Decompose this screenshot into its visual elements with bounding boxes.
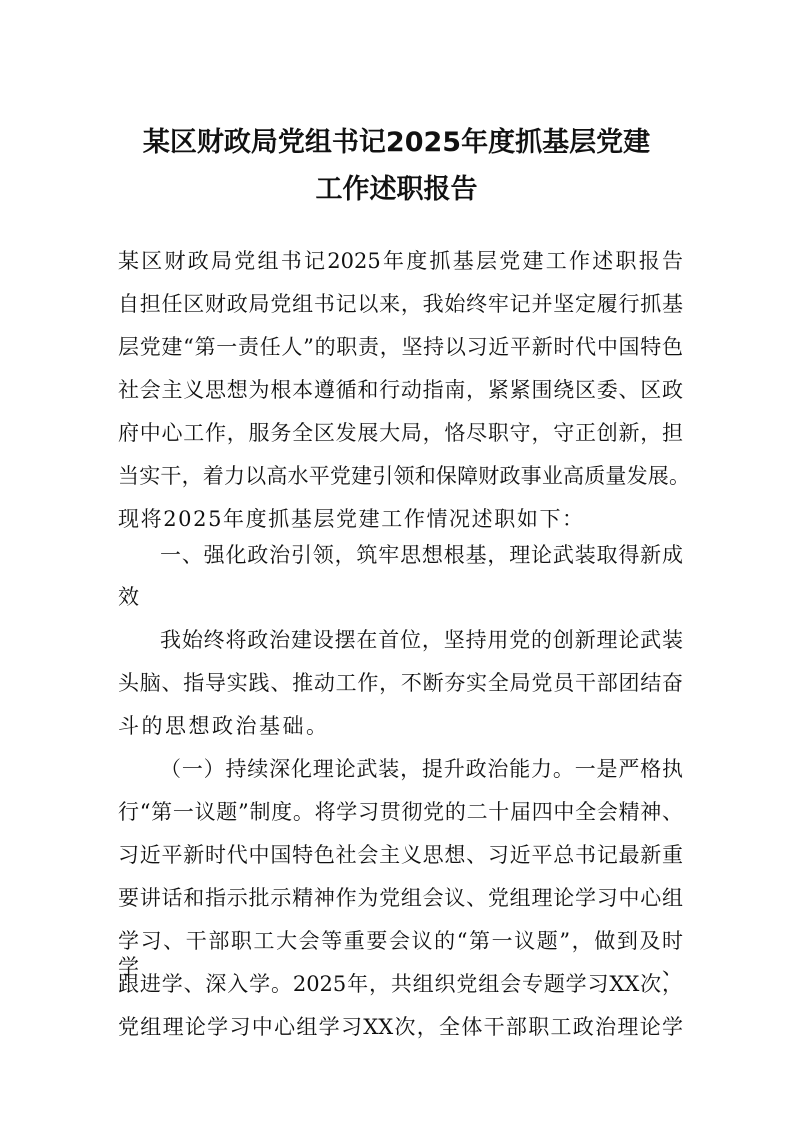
body-line: 要讲话和指示批示精神作为党组会议、党组理论学习中心组 xyxy=(118,886,683,910)
body-line: 行“第一议题”制度。将学习贯彻党的二十届四中全会精神、 xyxy=(118,800,683,824)
document-title-line-2: 工作述职报告 xyxy=(315,174,478,205)
intro-line: 现将2025年度抓基层党建工作情况述职如下： xyxy=(118,507,585,531)
document-title-line-1: 某区财政局党组书记2025年度抓基层党建 xyxy=(142,127,651,158)
intro-line: 府中心工作，服务全区发展大局，恪尽职守，守正创新，担 xyxy=(118,421,683,445)
section-heading-line: 一、强化政治引领，筑牢思想根基，理论武装取得新成 xyxy=(160,543,683,567)
body-line: 跟进学、深入学。2025年，共组织党组会专题学习XX次， xyxy=(118,972,683,996)
body-line: 头脑、指导实践、推动工作，不断夯实全局党员干部团结奋 xyxy=(118,671,683,695)
intro-line: 社会主义思想为根本遵循和行动指南，紧紧围绕区委、区政 xyxy=(118,378,683,402)
body-line: 习近平新时代中国特色社会主义思想、习近平总书记最新重 xyxy=(118,843,683,867)
body-line: 我始终将政治建设摆在首位，坚持用党的创新理论武装 xyxy=(160,628,683,652)
intro-line: 当实干，着力以高水平党建引领和保障财政事业高质量发展。 xyxy=(118,464,690,488)
body-line: （一）持续深化理论武装，提升政治能力。一是严格执 xyxy=(160,757,683,781)
section-heading-line: 效 xyxy=(118,585,139,609)
body-line: 党组理论学习中心组学习XX次，全体干部职工政治理论学 xyxy=(118,1015,683,1039)
body-line: 学习、干部职工大会等重要会议的“第一议题”，做到及时学、 xyxy=(118,929,683,979)
subtitle-line: 某区财政局党组书记2025年度抓基层党建工作述职报告 xyxy=(118,249,683,273)
intro-line: 层党建“第一责任人”的职责，坚持以习近平新时代中国特色 xyxy=(118,335,683,359)
intro-line: 自担任区财政局党组书记以来，我始终牢记并坚定履行抓基 xyxy=(118,292,683,316)
body-line: 斗的思想政治基础。 xyxy=(118,714,330,738)
